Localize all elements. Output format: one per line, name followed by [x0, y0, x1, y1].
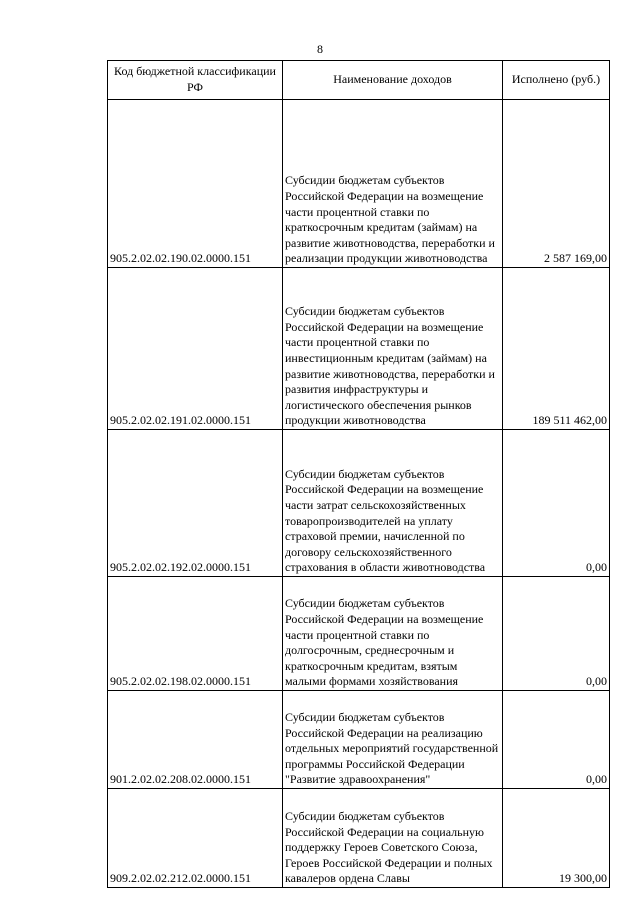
table-row [108, 789, 610, 888]
row-amount: 0,00 [503, 430, 610, 577]
page-number: 8 [317, 42, 323, 56]
row-amount: 0,00 [503, 577, 610, 691]
table-body [108, 100, 610, 888]
row-code: 905.2.02.02.191.02.0000.151 [108, 268, 283, 430]
header-code: Код бюджетной классификации РФ [108, 61, 283, 100]
budget-revenue-table [107, 60, 610, 888]
row-code: 901.2.02.02.208.02.0000.151 [108, 691, 283, 789]
row-code: 905.2.02.02.192.02.0000.151 [108, 430, 283, 577]
row-name: Субсидии бюджетам субъектов Российской Федерации на возмещение части процентной ставки по инвестиционным кредитам (займам) на развитие животноводства, переработки и развития инфраструктуры и логистического обеспечения рынков продукции животноводства [283, 268, 503, 430]
header-row [108, 61, 610, 100]
row-amount: 189 511 462,00 [503, 268, 610, 430]
row-name: Субсидии бюджетам субъектов Российской Федерации на реализацию отдельных мероприятий государственной программы Российской Федерации "Развитие здравоохранения" [283, 691, 503, 789]
table-row [108, 100, 610, 268]
row-name: Субсидии бюджетам субъектов Российской Федерации на возмещение части процентной ставки по долгосрочным, среднесрочным и краткосрочным кредитам, взятым малыми формами хозяйствования [283, 577, 503, 691]
row-name: Субсидии бюджетам субъектов Российской Федерации на социальную поддержку Героев Советского Союза, Героев Российской Федерации и полных кавалеров ордена Славы [283, 789, 503, 888]
row-code: 909.2.02.02.212.02.0000.151 [108, 789, 283, 888]
table-row [108, 268, 610, 430]
header-amount: Исполнено (руб.) [503, 61, 610, 100]
row-code: 905.2.02.02.190.02.0000.151 [108, 100, 283, 268]
row-name: Субсидии бюджетам субъектов Российской Федерации на возмещение части процентной ставки по краткосрочным кредитам (займам) на развитие животноводства, переработки и реализации продукции животноводства [283, 100, 503, 268]
row-amount: 2 587 169,00 [503, 100, 610, 268]
table-row [108, 430, 610, 577]
table-row [108, 691, 610, 789]
row-name: Субсидии бюджетам субъектов Российской Федерации на возмещение части затрат сельскохозяйственных товаропроизводителей на уплату страховой премии, начисленной по договору сельскохозяйственного страхования в области животноводства [283, 430, 503, 577]
row-amount: 19 300,00 [503, 789, 610, 888]
row-code: 905.2.02.02.198.02.0000.151 [108, 577, 283, 691]
header-name: Наименование доходов [283, 61, 503, 100]
row-amount: 0,00 [503, 691, 610, 789]
table-header [108, 61, 610, 100]
table-row [108, 577, 610, 691]
